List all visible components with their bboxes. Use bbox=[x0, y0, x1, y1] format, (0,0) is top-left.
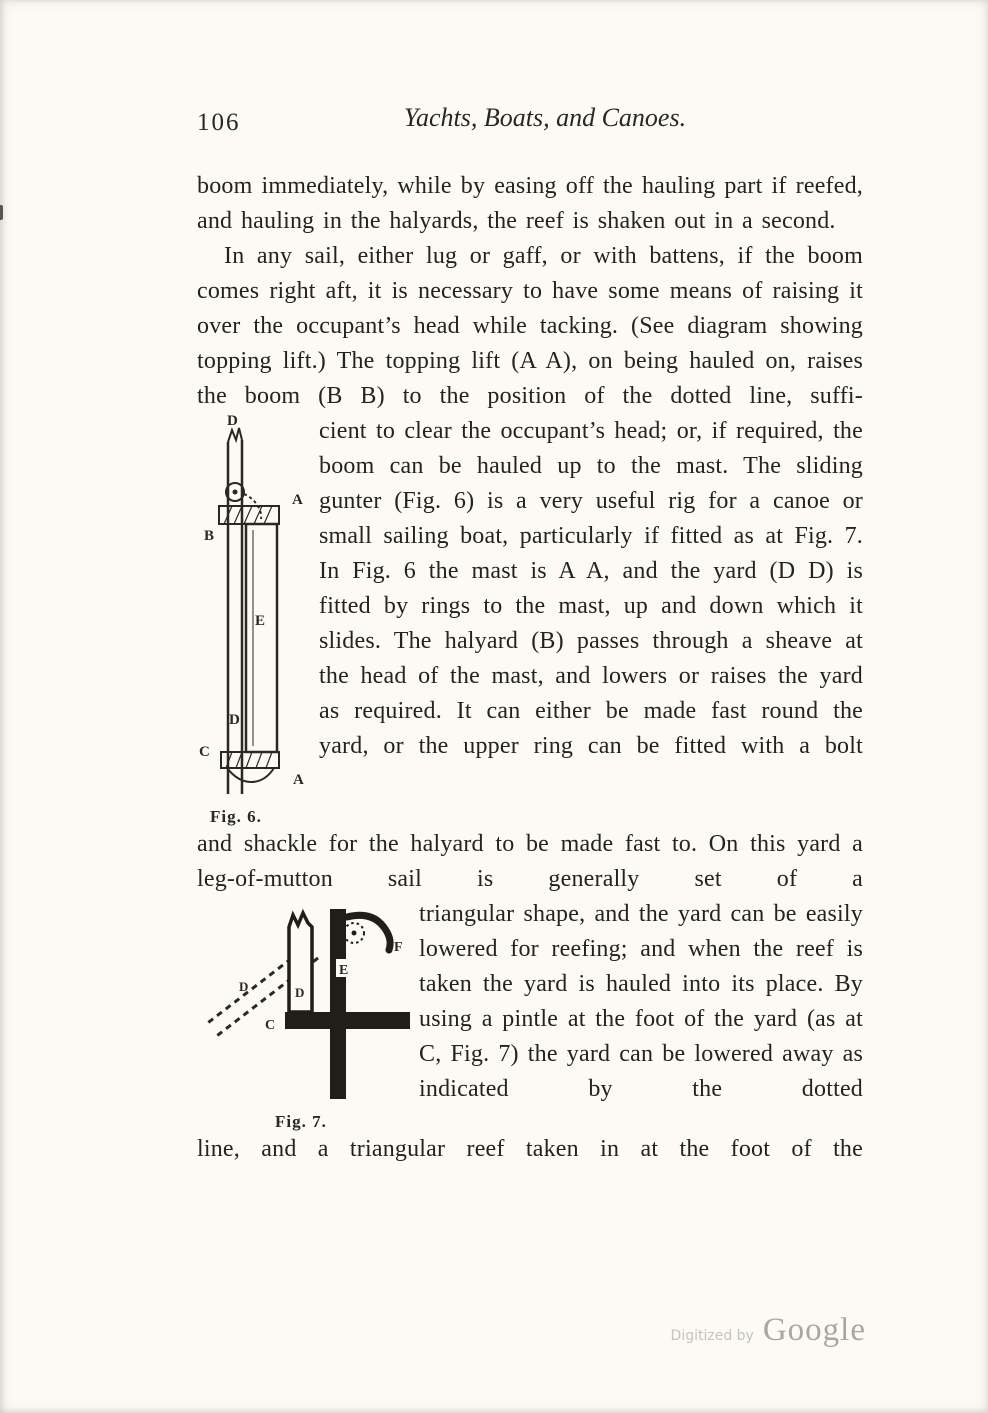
fig7-yard-pintle-drawing bbox=[197, 903, 412, 1105]
paragraph-beside-fig7: triangular shape, and the yard can be easily lowered for reefing; and when the reef is taken the yard is hauled into its place. By using a pintle at the foot of the yard (as at C, Fig. 7) the yard can be lowered away as indicated by the dotted bbox=[419, 901, 863, 1102]
fig6-label-b-left: B bbox=[204, 528, 215, 544]
google-logo: Google bbox=[762, 1312, 866, 1348]
fig7-caption: Fig. 7. bbox=[275, 1112, 327, 1131]
paragraph-beside-fig6: cient to clear the occupant’s head; or, if required, the boom can be hauled up to the mast. The sliding gunter (Fig. 6) is a very useful rig for a canoe or small sailing boat, particularly if fitted as at Fig. 7. In Fig. 6 the mast is A A, and the yard (D D) is fitted by rings to the mast, up and down which it slides. The halyard (B) passes through a sheave at the head of the mast, and lowers or raises the yard as required. It can either be made fast round the yard, or the upper ring can be fitted with a bolt bbox=[319, 418, 863, 759]
fig6-caption: Fig. 6. bbox=[210, 807, 262, 826]
figure-7 bbox=[197, 897, 419, 1132]
figure-6 bbox=[197, 414, 319, 827]
fig6-label-e-mid: E bbox=[255, 613, 266, 629]
fig7-label-c: C bbox=[265, 1018, 276, 1033]
page-content bbox=[197, 103, 863, 1167]
paragraph-page-end: line, and a triangular reef taken in at the foot of the bbox=[197, 1136, 863, 1162]
paragraph-after-fig6: and shackle for the halyard to be made fast to. On this yard a leg-of-mutton sail is generally set of a bbox=[197, 831, 863, 892]
figure7-text-row bbox=[197, 897, 863, 1132]
fig6-sliding-gunter-drawing bbox=[197, 414, 319, 798]
running-title: Yachts, Boats, and Canoes. bbox=[403, 103, 687, 132]
figure6-text-row bbox=[197, 414, 863, 827]
paragraph-reef-shaken: boom immediately, while by easing off the hauling part if reefed, and hauling in the halyards, the reef is shaken out in a second. bbox=[197, 173, 863, 234]
fig6-label-a-upper: A bbox=[292, 492, 303, 508]
scan-artifact-tick bbox=[0, 205, 3, 220]
fig6-label-d-top: D bbox=[227, 414, 238, 429]
fig6-label-c-bottom: C bbox=[199, 744, 210, 760]
fig6-label-a-lower: A bbox=[293, 772, 304, 788]
fig7-label-f: F bbox=[394, 940, 403, 955]
paragraph-topping-lift-start: In any sail, either lug or gaff, or with battens, if the boom comes right aft, it is necessary to have some means of raising it over the occupant’s head while tacking. (See diagram showing topping lift.) The topping lift (A A), on being hauled on, raises the boom (B B) to the position of the dotted line, suffi- bbox=[197, 243, 863, 409]
page-header bbox=[197, 103, 863, 145]
fig7-label-d-dotted: D bbox=[239, 979, 249, 994]
fig6-label-d-lower: D bbox=[229, 712, 240, 728]
watermark bbox=[671, 1312, 866, 1349]
fig7-label-d-yard: D bbox=[295, 985, 305, 1000]
page-number: 106 bbox=[197, 109, 241, 136]
fig7-label-e: E bbox=[339, 963, 349, 978]
watermark-prefix-text: Digitized by bbox=[670, 1328, 754, 1344]
